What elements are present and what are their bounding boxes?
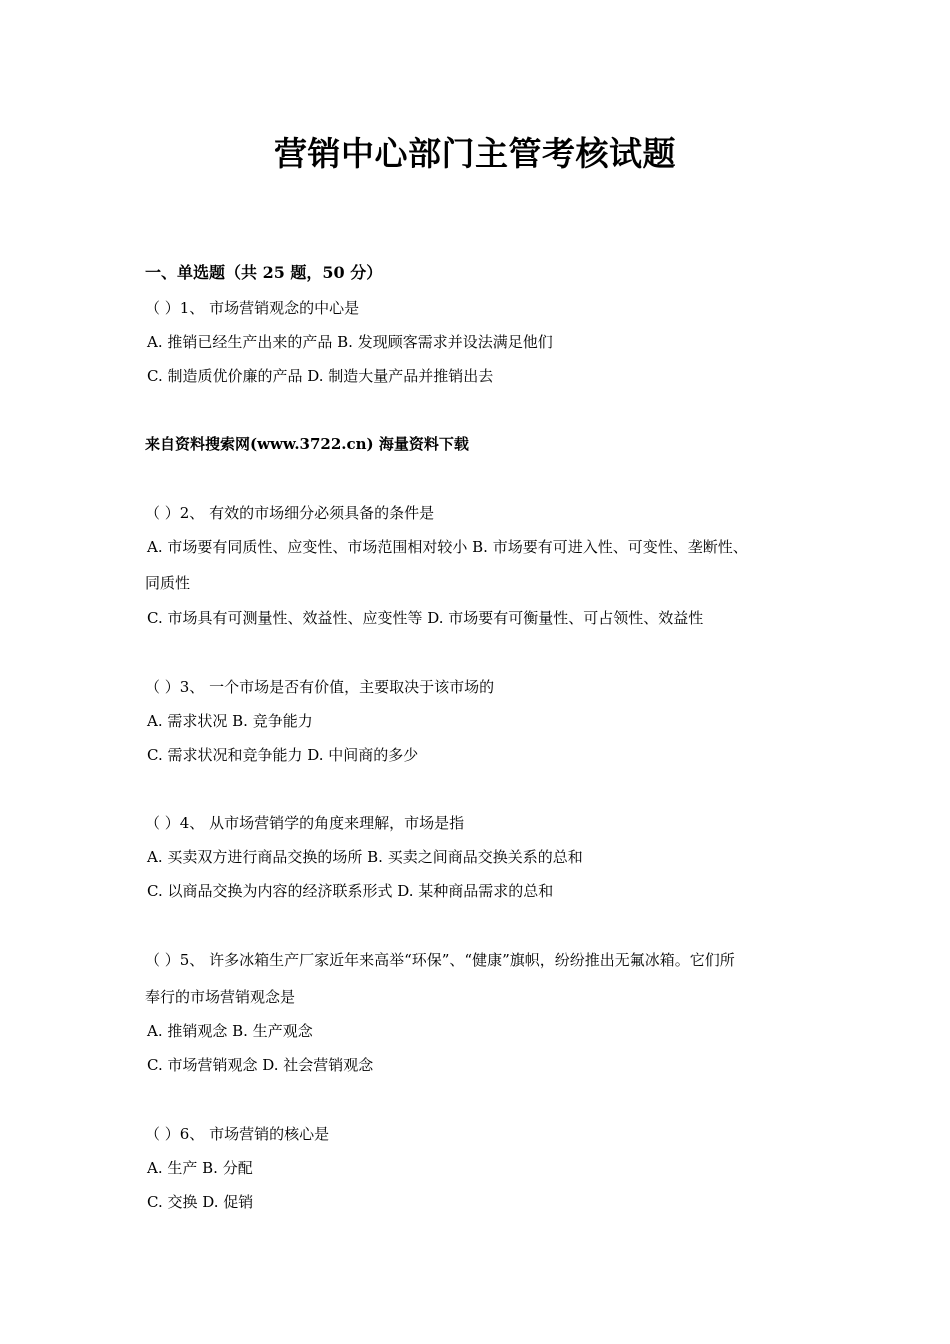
question-3-stem: （ ）3、 一个市场是否有价值，主要取决于该市场的 (145, 678, 495, 696)
question-2-options-cd: C. 市场具有可测量性、效益性、应变性等 D. 市场要有可衡量性、可占领性、效益性 (147, 609, 704, 627)
question-2-options-ab-continued: 同质性 (145, 574, 191, 592)
question-6-stem: （ ）6、 市场营销的核心是 (145, 1125, 330, 1143)
document-title: 营销中心部门主管考核试题 (274, 134, 676, 173)
question-5-stem: （ ）5、 许多冰箱生产厂家近年来高举“环保”、“健康”旗帜，纷纷推出无氟冰箱。它们所 (145, 951, 735, 969)
question-1-stem: （ ）1、 市场营销观念的中心是 (145, 299, 360, 317)
question-1-options-ab: A. 推销已经生产出来的产品 B. 发现顾客需求并设法满足他们 (147, 333, 553, 351)
source-note: 来自资料搜索网(www.3722.cn) 海量资料下载 (145, 435, 469, 453)
question-4-stem: （ ）4、 从市场营销学的角度来理解，市场是指 (145, 814, 465, 832)
question-4-options-ab: A. 买卖双方进行商品交换的场所 B. 买卖之间商品交换关系的总和 (147, 848, 583, 866)
question-4-options-cd: C. 以商品交换为内容的经济联系形式 D. 某种商品需求的总和 (147, 882, 554, 900)
question-5-options-cd: C. 市场营销观念 D. 社会营销观念 (147, 1056, 374, 1074)
question-2-options-ab: A. 市场要有同质性、应变性、市场范围相对较小 B. 市场要有可进入性、可变性、垄断性、 (147, 538, 748, 556)
question-3-options-cd: C. 需求状况和竞争能力 D. 中间商的多少 (147, 746, 419, 764)
section-heading: 一、单选题（共 25 题，50 分） (145, 263, 383, 282)
question-6-options-ab: A. 生产 B. 分配 (147, 1159, 253, 1177)
question-5-options-ab: A. 推销观念 B. 生产观念 (147, 1022, 313, 1040)
question-3-options-ab: A. 需求状况 B. 竞争能力 (147, 712, 313, 730)
question-2-stem: （ ）2、 有效的市场细分必须具备的条件是 (145, 504, 435, 522)
question-5-stem-continued: 奉行的市场营销观念是 (145, 988, 296, 1006)
question-1-options-cd: C. 制造质优价廉的产品 D. 制造大量产品并推销出去 (147, 367, 494, 385)
question-6-options-cd: C. 交换 D. 促销 (147, 1193, 254, 1211)
